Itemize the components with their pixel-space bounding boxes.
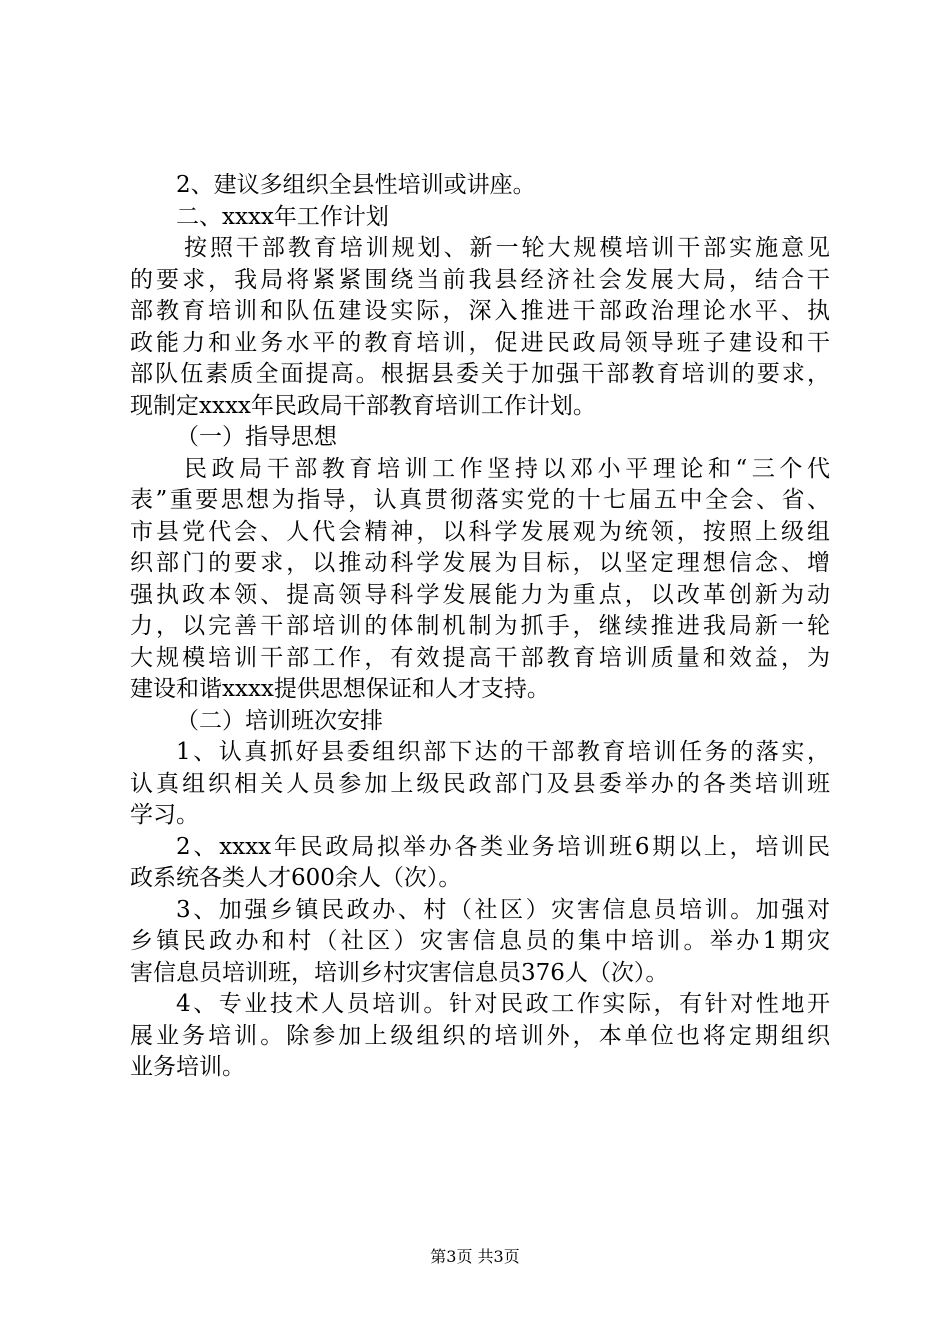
text-line: 强执政本领、提高领导科学发展能力为重点，以改革创新为动 — [130, 581, 830, 608]
text-line: 力，以完善干部培训的体制机制为抓手，继续推进我局新一轮 — [130, 613, 830, 639]
subsection-heading: （一）指导思想 — [176, 424, 337, 450]
text-line: 部队伍素质全面提高。根据县委关于加强干部教育培训的要求， — [130, 361, 830, 387]
text-line: 建设和谐xxxx提供思想保证和人才支持。 — [130, 676, 550, 702]
text-line: 政系统各类人才600余人（次）。 — [130, 865, 462, 891]
text-line: 民政局干部教育培训工作坚持以邓小平理论和“三个代 — [184, 455, 830, 482]
document-body — [130, 170, 830, 1084]
text-line: 展业务培训。除参加上级组织的培训外，本单位也将定期组织 — [130, 1022, 830, 1049]
text-line: 业务培训。 — [130, 1054, 245, 1080]
text-line: 乡镇民政办和村（社区）灾害信息员的集中培训。举办1期灾 — [130, 928, 830, 954]
text-line: 3、加强乡镇民政办、村（社区）灾害信息员培训。加强对 — [176, 896, 830, 923]
text-line: 市县党代会、人代会精神，以科学发展观为统领，按照上级组 — [130, 518, 830, 545]
text-line: 害信息员培训班，培训乡村灾害信息员376人（次）。 — [130, 959, 669, 986]
subsection-heading: （二）培训班次安排 — [176, 707, 383, 734]
text-line: 政能力和业务水平的教育培训，促进民政局领导班子建设和干 — [130, 329, 830, 356]
text-line: 部教育培训和队伍建设实际，深入推进干部政治理论水平、执 — [130, 298, 830, 324]
text-line: 的要求，我局将紧紧围绕当前我县经济社会发展大局，结合干 — [130, 266, 830, 293]
text-line: 表”重要思想为指导，认真贯彻落实党的十七届五中全会、省、 — [130, 487, 830, 513]
text-line: 1、认真抓好县委组织部下达的干部教育培训任务的落实， — [176, 739, 830, 765]
text-line: 现制定xxxx年民政局干部教育培训工作计划。 — [130, 392, 596, 419]
text-line: 认真组织相关人员参加上级民政部门及县委举办的各类培训班 — [130, 770, 830, 797]
text-line: 学习。 — [130, 802, 199, 828]
text-line: 4、专业技术人员培训。针对民政工作实际，有针对性地开 — [176, 991, 830, 1017]
section-heading: 二、xxxx年工作计划 — [176, 203, 389, 230]
text-line: 2、建议多组织全县性培训或讲座。 — [176, 172, 536, 198]
text-line: 织部门的要求，以推动科学发展为目标，以坚定理想信念、增 — [130, 550, 830, 576]
page-number-footer: 第3页 共3页 — [430, 1247, 520, 1266]
text-line: 2、xxxx年民政局拟举办各类业务培训班6期以上，培训民 — [176, 833, 830, 860]
text-line: 按照干部教育培训规划、新一轮大规模培训干部实施意见 — [184, 235, 830, 261]
text-line: 大规模培训干部工作，有效提高干部教育培训质量和效益，为 — [130, 644, 830, 671]
